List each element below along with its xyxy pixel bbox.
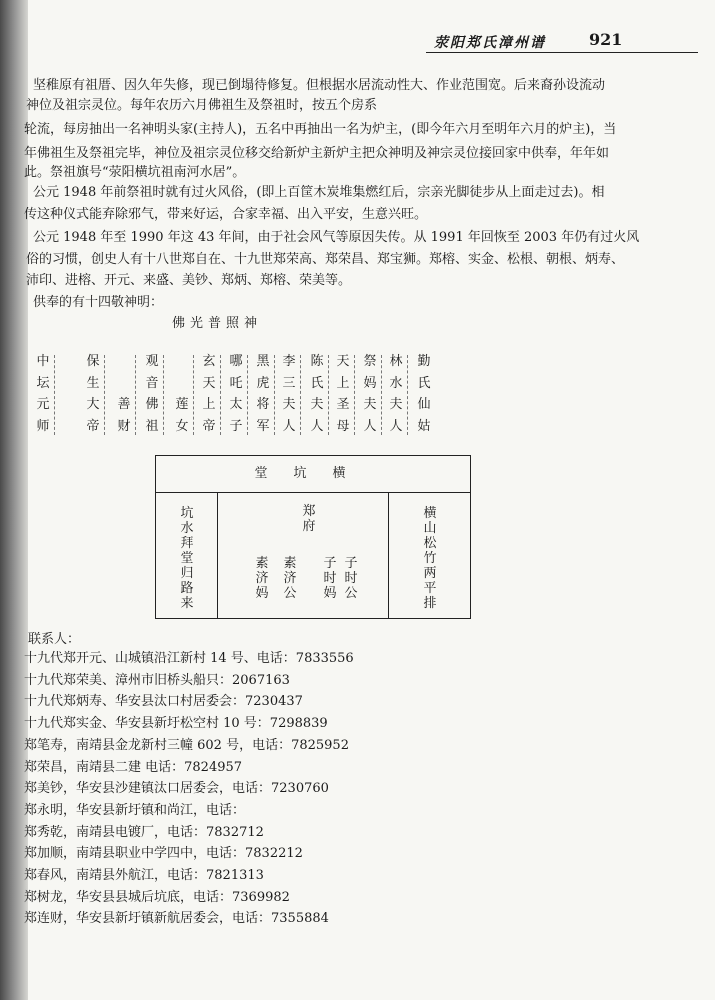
deity-name: 保 生 大 帝: [86, 354, 100, 434]
body-line: 轮流，每房抽出一名神明头家(主持人)，五名中再抽出一名为炉主，(即今年六月至明年六月的炉主)，当: [24, 122, 617, 137]
deity-separator: [104, 355, 105, 435]
plaque-center-title: 郑 府: [302, 504, 316, 534]
contact-line: 郑树龙，华安县县城后坑底，电话：7369982: [24, 889, 290, 905]
deity-name: 黑 虎 将 军: [256, 354, 270, 434]
contact-line: 郑连财，华安县新圩镇新航居委会，电话：7355884: [24, 911, 329, 927]
deity-name: 祭 妈 夫 人: [363, 354, 377, 434]
body-line: 传这种仪式能弃除邪气，带来好运，合家幸福、出入平安，生意兴旺。: [24, 207, 428, 222]
contact-line: 十九代郑实金、华安县新圩松空村 10 号：7298839: [24, 716, 328, 732]
plaque-center-col: 子 时 公: [344, 556, 358, 601]
deity-separator: [54, 355, 55, 435]
contact-line: 郑永明，华安县新圩镇和尚江，电话：: [24, 802, 246, 818]
plaque-center-col: 素 济 公: [283, 556, 297, 601]
body-line: 年佛祖生及祭祖完毕，神位及祖宗灵位移交给新炉主新炉主把众神明及神宗灵位接回家中供奉，年年如: [24, 146, 610, 161]
book-title: 荥阳郑氏漳州谱: [434, 35, 546, 51]
body-line: 公元 1948 年前祭祖时就有过火风俗，(即上百筐木炭堆集燃红后，宗亲光脚徒步从上面走过去)。相: [33, 185, 605, 200]
deity-separator: [381, 355, 382, 435]
deity-name: 善 财: [117, 397, 131, 434]
running-header: [426, 30, 698, 52]
body-line: 公元 1948 年至 1990 年这 43 年间，由于社会风气等原因失传。从 1991 年回恢至 2003 年仍有过火风: [33, 230, 640, 245]
deity-separator: [135, 355, 136, 435]
deity-name: 玄 天 上 帝: [202, 354, 216, 434]
deities-title: 佛光普照神: [172, 316, 263, 331]
deity-separator: [407, 355, 408, 435]
body-line: 神位及祖宗灵位。每年农历六月佛祖生及祭祖时，按五个房系: [26, 98, 378, 113]
deity-name: 中 坛 元 师: [36, 354, 50, 434]
deity-name: 林 水 夫 人: [389, 354, 403, 434]
deity-name: 哪 吒 太 子: [229, 354, 243, 434]
deity-separator: [247, 355, 248, 435]
plaque-center-col: 子 时 妈: [323, 556, 337, 601]
deity-separator: [163, 355, 164, 435]
contact-line: 郑笔寿，南靖县金龙新村三幢 602 号，电话：7825952: [24, 737, 349, 753]
plaque-divider: [388, 493, 389, 618]
deity-name: 天 上 圣 母: [336, 354, 350, 434]
plaque-header: 堂坑横: [156, 456, 470, 493]
body-line: 坚稚原有祖厝、因久年失修，现已倒塌待修复。但根据水居流动性大、作业范围宽。后来裔孙设流动: [33, 78, 606, 93]
deity-separator: [220, 355, 221, 435]
plaque-center-col: 素 济 妈: [255, 556, 269, 601]
plaque-right-couplet: 横 山 松 竹 两 平 排: [423, 506, 437, 611]
ancestral-plaque: [155, 455, 471, 619]
contact-line: 郑加顺，南靖县职业中学四中，电话：7832212: [24, 846, 303, 862]
plaque-divider: [217, 493, 218, 618]
body-line: 供奉的有十四敬神明：: [33, 295, 164, 310]
deity-name: 观 音 佛 祖: [145, 354, 159, 434]
page-number: 921: [589, 30, 623, 49]
contact-line: 十九代郑荣美、漳州市旧桥头船只：2067163: [24, 672, 290, 688]
contact-line: 郑荣昌，南靖县二建 电话：7824957: [24, 759, 243, 775]
deity-separator: [193, 355, 194, 435]
deity-separator: [328, 355, 329, 435]
body-line: 此。祭祖旗号“荥阳横坑祖南河水居”。: [24, 165, 246, 180]
plaque-left-couplet: 坑 水 拜 堂 归 路 来: [180, 506, 194, 611]
deity-name: 李 三 夫 人: [282, 354, 296, 434]
deity-separator: [300, 355, 301, 435]
contact-line: 郑春风，南靖县外航江，电话：7821313: [24, 868, 264, 883]
header-rule: [426, 52, 698, 53]
body-line: 沛印、进榕、开元、来盛、美钞、郑炳、郑榕、荣美等。: [26, 273, 352, 288]
contact-line: 十九代郑炳寿、华安县汰口村居委会：7230437: [24, 694, 303, 710]
body-line: 俗的习惯，创史人有十八世郑自在、十九世郑荣高、郑荣昌、郑宝狮。郑榕、实金、松根、朝根、炳寿、: [26, 252, 625, 267]
deity-separator: [274, 355, 275, 435]
contact-line: 郑秀乾，南靖县电镀厂，电话：7832712: [24, 824, 264, 840]
contact-line: 十九代郑开元、山城镇沿江新村 14 号、电话：7833556: [24, 651, 354, 666]
deity-separator: [354, 355, 355, 435]
deity-list: [36, 351, 636, 437]
deity-name: 陈 氏 夫 人: [310, 354, 324, 434]
deity-name: 莲 女: [175, 397, 189, 434]
contacts-title: 联系人：: [28, 632, 81, 647]
contact-line: 郑美钞，华安县沙建镇汰口居委会，电话：7230760: [24, 781, 329, 797]
deity-name: 勤 氏 仙 姑: [417, 354, 431, 434]
